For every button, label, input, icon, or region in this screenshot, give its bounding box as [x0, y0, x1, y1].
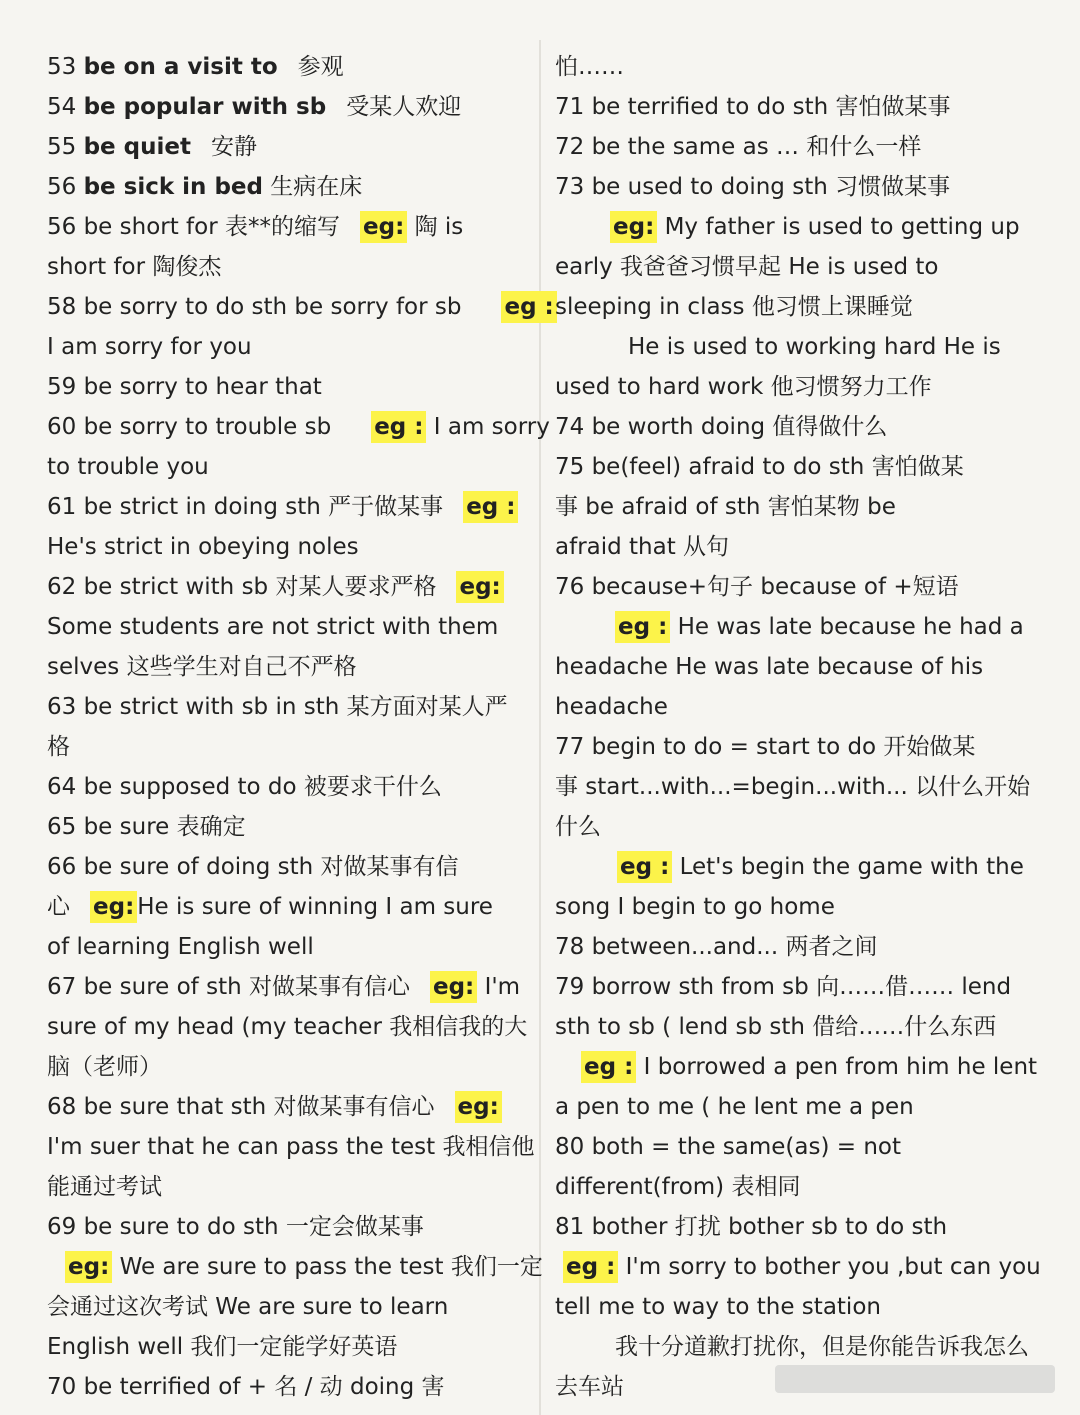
text-line: tell me to way to the station: [555, 1294, 881, 1320]
eg-highlight: eg :: [463, 491, 518, 523]
watermark-overlay: [775, 1365, 1055, 1393]
text-line: eg: We are sure to pass the test 我们一定: [47, 1247, 527, 1287]
entry-64: 64 be supposed to do 被要求干什么: [47, 774, 442, 800]
entry-58: 58 be sorry to do sth be sorry for sb eg :: [47, 287, 527, 327]
entry-60: 60 be sorry to trouble sb eg : I am sorry: [47, 407, 527, 447]
entry-79: 79 borrow sth from sb 向……借…… lend: [555, 974, 1012, 1000]
entry-55: 55 be quiet 安静: [47, 134, 257, 160]
text-line: 事 be afraid of sth 害怕某物 be: [555, 494, 896, 520]
text-line: to trouble you: [47, 454, 209, 480]
text-line: eg : I borrowed a pen from him he lent: [555, 1047, 1035, 1087]
entry-56-sick: 56 be sick in bed 生病在床: [47, 174, 363, 200]
text-line: sleeping in class 他习惯上课睡觉: [555, 294, 913, 320]
entry-78: 78 between...and... 两者之间: [555, 934, 878, 960]
column-divider: [539, 40, 541, 1415]
eg-highlight: eg :: [371, 411, 426, 443]
entry-72: 72 be the same as … 和什么一样: [555, 134, 922, 160]
text-line: 会通过这次考试 We are sure to learn: [47, 1294, 449, 1320]
left-column: [47, 47, 554, 1407]
text-line: 能通过考试: [47, 1174, 162, 1200]
entry-81: 81 bother 打扰 bother sb to do sth: [555, 1214, 948, 1240]
entry-74: 74 be worth doing 值得做什么: [555, 414, 888, 440]
text-line: 格: [47, 734, 70, 760]
text-line: selves 这些学生对自己不严格: [47, 654, 357, 680]
entry-56-short: 56 be short for 表**的缩写 eg: 陶 is: [47, 207, 527, 247]
entry-76: 76 because+句子 because of +短语: [555, 574, 959, 600]
entry-53: 53 be on a visit to 参观: [47, 54, 344, 80]
text-line: eg : He was late because he had a: [555, 607, 1035, 647]
entry-66: 66 be sure of doing sth 对做某事有信: [47, 854, 459, 880]
eg-highlight: eg:: [430, 971, 477, 1003]
eg-highlight: eg:: [90, 891, 137, 923]
text-line: afraid that 从句: [555, 534, 730, 560]
text-line: I'm suer that he can pass the test 我相信他: [47, 1134, 535, 1160]
entry-71: 71 be terrified to do sth 害怕做某事: [555, 94, 951, 120]
eg-highlight: eg:: [360, 211, 407, 243]
text-line: of learning English well: [47, 934, 314, 960]
text-line: early 我爸爸习惯早起 He is used to: [555, 254, 939, 280]
entry-54: 54 be popular with sb 受某人欢迎: [47, 94, 462, 120]
text-line: eg : I'm sorry to bother you ,but can you: [555, 1247, 1035, 1287]
text-line: I am sorry for you: [47, 334, 252, 360]
text-line: headache: [555, 694, 668, 720]
text-line: 去车站: [555, 1374, 624, 1400]
entry-59: 59 be sorry to hear that: [47, 374, 322, 400]
entry-63: 63 be strict with sb in sth 某方面对某人严: [47, 694, 508, 720]
text-line: 事 start...with...=begin...with... 以什么开始: [555, 774, 1031, 800]
text-line: He is used to working hard He is: [628, 334, 1001, 360]
text-line: sth to sb ( lend sb sth 借给……什么东西: [555, 1014, 997, 1040]
eg-highlight: eg :: [615, 611, 670, 643]
eg-highlight: eg :: [581, 1051, 636, 1083]
text-line: 心 eg: He is sure of winning I am sure: [47, 887, 527, 927]
entry-65: 65 be sure 表确定: [47, 814, 246, 840]
text-line: different(from) 表相同: [555, 1174, 801, 1200]
eg-highlight: eg :: [617, 851, 672, 883]
text-line: He's strict in obeying noles: [47, 534, 359, 560]
entry-68: 68 be sure that sth 对做某事有信心 eg:: [47, 1087, 527, 1127]
entry-75: 75 be(feel) afraid to do sth 害怕做某: [555, 454, 964, 480]
eg-highlight: eg:: [65, 1251, 112, 1283]
entry-80: 80 both = the same(as) = not: [555, 1134, 902, 1160]
text-line: 我十分道歉打扰你，但是你能告诉我怎么: [615, 1334, 1029, 1360]
text-line: used to hard work 他习惯努力工作: [555, 374, 932, 400]
entry-70: 70 be terrified of + 名 / 动 doing 害: [47, 1374, 445, 1400]
text-line: short for 陶俊杰: [47, 254, 222, 280]
text-line: sure of my head (my teacher 我相信我的大: [47, 1014, 528, 1040]
text-line: 脑（老师）: [47, 1054, 162, 1080]
text-line: English well 我们一定能学好英语: [47, 1334, 398, 1360]
right-column: [555, 47, 1041, 1407]
text-line: headache He was late because of his: [555, 654, 984, 680]
eg-highlight: eg:: [610, 211, 657, 243]
text-line: eg: My father is used to getting up: [555, 207, 1035, 247]
text-line: song I begin to go home: [555, 894, 835, 920]
entry-61: 61 be strict in doing sth 严于做某事 eg :: [47, 487, 527, 527]
entry-73: 73 be used to doing sth 习惯做某事: [555, 174, 951, 200]
text-line: 什么: [555, 814, 601, 840]
eg-highlight: eg :: [501, 291, 556, 323]
text-line: eg : Let's begin the game with the: [555, 847, 1035, 887]
entry-69: 69 be sure to do sth 一定会做某事: [47, 1214, 424, 1240]
entry-67: 67 be sure of sth 对做某事有信心 eg: I'm: [47, 967, 527, 1007]
text-line: Some students are not strict with them: [47, 614, 499, 640]
eg-highlight: eg :: [563, 1251, 618, 1283]
eg-highlight: eg:: [455, 1091, 502, 1123]
entry-77: 77 begin to do = start to do 开始做某: [555, 734, 976, 760]
entry-62: 62 be strict with sb 对某人要求严格 eg:: [47, 567, 527, 607]
eg-highlight: eg:: [456, 571, 503, 603]
text-line: 怕……: [555, 54, 624, 80]
text-line: a pen to me ( he lent me a pen: [555, 1094, 914, 1120]
